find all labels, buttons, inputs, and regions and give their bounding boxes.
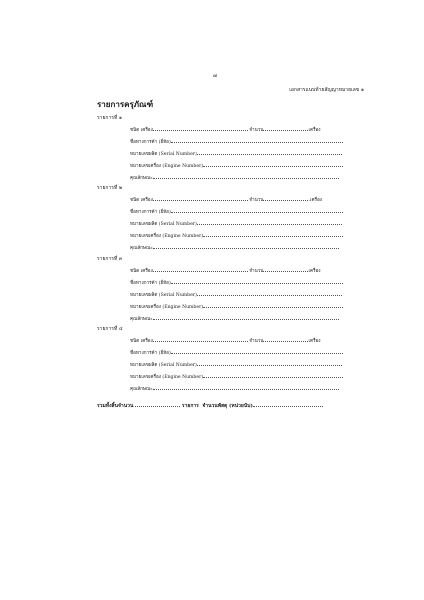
serial-field[interactable] (197, 291, 342, 296)
item-1-spec-row (130, 174, 339, 182)
serial-label: หมายเลขผลิต (Serial Number) (130, 222, 197, 227)
item-3-brand-row (130, 279, 343, 287)
engine-label: หมายเลขเครื่อง (Engine Number) (130, 234, 204, 239)
item-2-type-row (130, 196, 322, 204)
total-items-field[interactable] (135, 402, 180, 407)
type-label: ชนิด เครื่อง (130, 128, 153, 133)
type-label: ชนิด เครื่อง (130, 198, 153, 203)
type-field[interactable] (153, 267, 248, 272)
item-3-serial-row (130, 291, 342, 299)
engine-field[interactable] (203, 232, 343, 237)
spec-label: คุณลักษณะ (130, 246, 153, 251)
quantity-label: จำนวน (249, 198, 264, 203)
serial-field[interactable] (197, 220, 342, 225)
item-3-heading: รายการที่ ๓ (97, 256, 123, 262)
brand-field[interactable] (171, 349, 343, 354)
brand-field[interactable] (171, 208, 343, 213)
item-4-heading: รายการที่ ๔ (97, 326, 123, 332)
spec-label: คุณลักษณะ (130, 317, 153, 322)
quantity-label: จำนวน (249, 269, 264, 274)
serial-label: หมายเลขผลิต (Serial Number) (130, 363, 197, 368)
serial-label: หมายเลขผลิต (Serial Number) (130, 152, 197, 157)
brand-label: ชื่อทางการค้า (ยี่ห้อ) (130, 140, 171, 145)
quantity-field[interactable] (263, 337, 308, 342)
type-field[interactable] (153, 337, 248, 342)
quantity-field[interactable] (263, 126, 308, 131)
quantity-label: จำนวน (249, 128, 264, 133)
engine-label: หมายเลขเครื่อง (Engine Number) (130, 305, 204, 310)
engine-field[interactable] (203, 162, 343, 167)
summary-row (97, 402, 323, 410)
spec-label: คุณลักษณะ (130, 387, 153, 392)
brand-label: ชื่อทางการค้า (ยี่ห้อ) (130, 351, 171, 356)
quantity-field[interactable] (263, 267, 308, 272)
engine-label: หมายเลขเครื่อง (Engine Number) (130, 375, 204, 380)
item-2-spec-row (130, 244, 339, 252)
quantity-field[interactable] (263, 196, 308, 201)
engine-field[interactable] (203, 373, 343, 378)
type-field[interactable] (153, 126, 248, 131)
item-2-serial-row (130, 220, 342, 228)
page-number: ๗ (213, 73, 217, 79)
spec-field[interactable] (153, 315, 339, 320)
item-1-serial-row (130, 150, 342, 158)
brand-field[interactable] (171, 138, 343, 143)
item-4-serial-row (130, 361, 342, 369)
unit-label: เครื่อง (308, 128, 321, 133)
items-label: รายการ (181, 403, 199, 409)
type-label: ชนิด เครื่อง (130, 269, 153, 274)
item-1-heading: รายการที่ ๑ (97, 115, 123, 121)
item-3-type-row (130, 267, 321, 275)
document-title: รายการครุภัณฑ์ (97, 99, 154, 109)
pieces-label: จำนวนพัสดุ (หน่วยนับ) (202, 403, 253, 409)
unit-label: .เครื่อง (308, 198, 323, 203)
attachment-label: เอกสารแนบท้ายสัญญาหมายเลข ๑ (289, 87, 364, 93)
spec-label: คุณลักษณะ (130, 176, 153, 181)
engine-field[interactable] (203, 303, 343, 308)
item-4-engine-row (130, 373, 343, 381)
pieces-field[interactable] (253, 402, 323, 407)
item-3-engine-row (130, 303, 343, 311)
spec-field[interactable] (153, 385, 339, 390)
type-label: ชนิด เครื่อง (130, 339, 153, 344)
serial-label: หมายเลขผลิต (Serial Number) (130, 293, 197, 298)
quantity-label: จำนวน (249, 339, 264, 344)
item-2-heading: รายการที่ ๒ (97, 185, 123, 191)
engine-label: หมายเลขเครื่อง (Engine Number) (130, 164, 204, 169)
item-2-brand-row (130, 208, 343, 216)
item-4-brand-row (130, 349, 343, 357)
serial-field[interactable] (197, 150, 342, 155)
serial-field[interactable] (197, 361, 342, 366)
spec-field[interactable] (153, 244, 339, 249)
item-2-engine-row (130, 232, 343, 240)
item-1-type-row (130, 126, 321, 134)
item-4-type-row (130, 337, 321, 345)
item-1-brand-row (130, 138, 343, 146)
type-field[interactable] (153, 196, 248, 201)
item-1-engine-row (130, 162, 343, 170)
brand-label: ชื่อทางการค้า (ยี่ห้อ) (130, 281, 171, 286)
unit-label: เครื่อง (308, 269, 321, 274)
item-3-spec-row (130, 315, 339, 323)
spec-field[interactable] (153, 174, 339, 179)
item-4-spec-row (130, 385, 339, 393)
unit-label: เครื่อง (308, 339, 321, 344)
brand-label: ชื่อทางการค้า (ยี่ห้อ) (130, 210, 171, 215)
total-label: รวมทั้งสิ้นจำนวน (97, 403, 134, 409)
brand-field[interactable] (171, 279, 343, 284)
